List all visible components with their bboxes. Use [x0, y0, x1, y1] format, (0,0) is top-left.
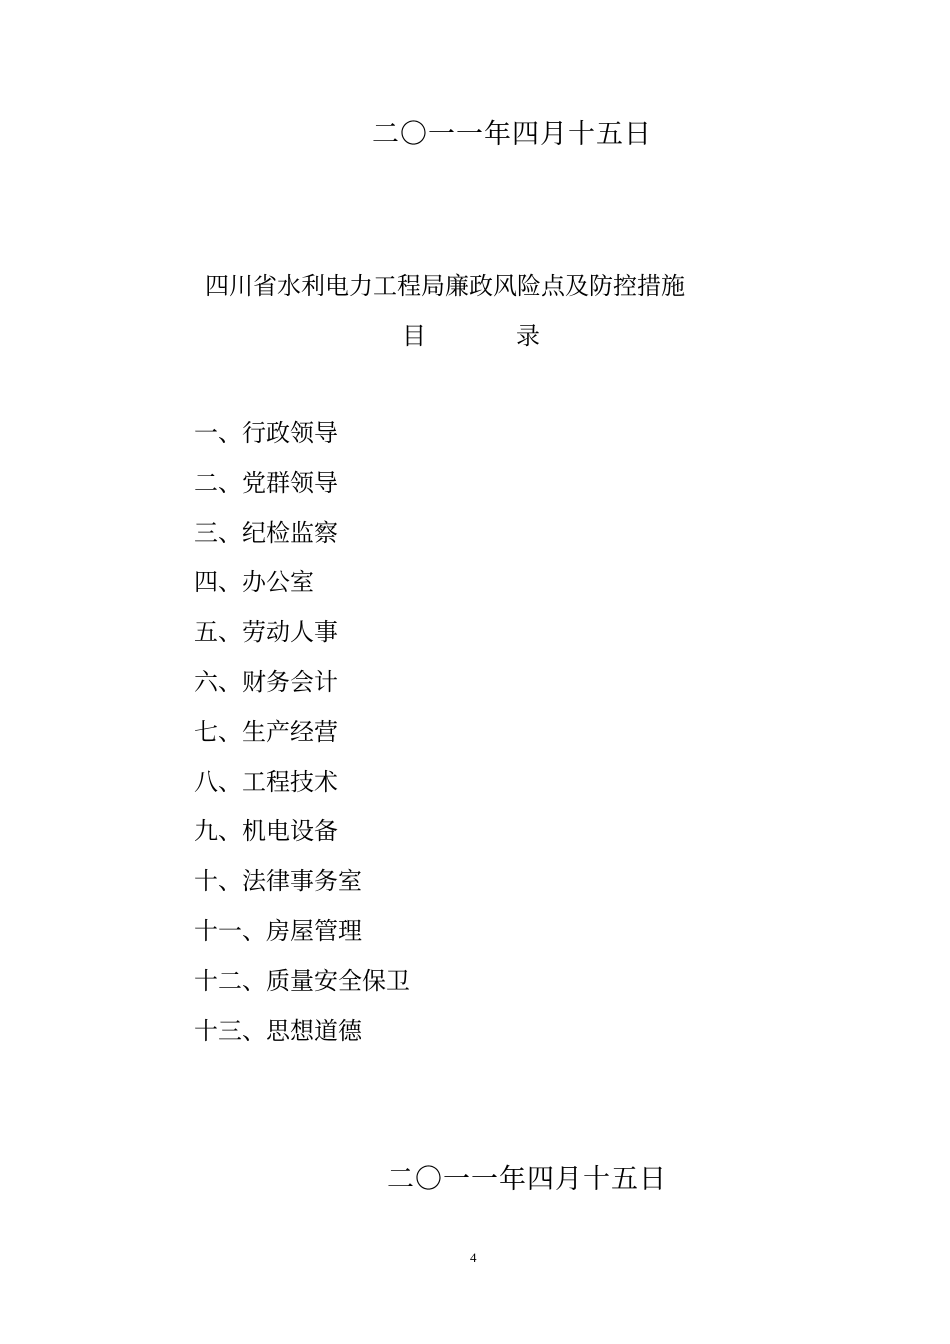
toc-item: 十、法律事务室	[194, 867, 362, 896]
toc-item: 十三、思想道德	[194, 1016, 362, 1045]
toc-item: 五、劳动人事	[194, 618, 338, 647]
toc-list	[194, 416, 410, 1063]
toc-item: 十二、质量安全保卫	[194, 966, 410, 995]
toc-item: 十一、房屋管理	[194, 916, 362, 945]
toc-item: 九、机电设备	[194, 817, 338, 846]
toc-item: 七、生产经营	[194, 717, 338, 746]
page-number: 4	[470, 1250, 477, 1265]
toc-heading-left: 目	[402, 322, 426, 350]
toc-heading-right: 录	[516, 322, 540, 350]
toc-item: 三、纪检监察	[194, 518, 338, 547]
toc-heading	[402, 316, 540, 351]
toc-item: 一、行政领导	[194, 419, 338, 447]
toc-item: 六、财务会计	[194, 667, 338, 696]
header-date: 二〇一一年四月十五日	[372, 119, 652, 150]
toc-item: 二、党群领导	[194, 468, 338, 497]
toc-item: 四、办公室	[194, 568, 314, 597]
document-title: 四川省水利电力工程局廉政风险点及防控措施	[205, 272, 685, 300]
toc-item: 八、工程技术	[194, 767, 338, 796]
footer-date: 二〇一一年四月十五日	[387, 1164, 667, 1195]
